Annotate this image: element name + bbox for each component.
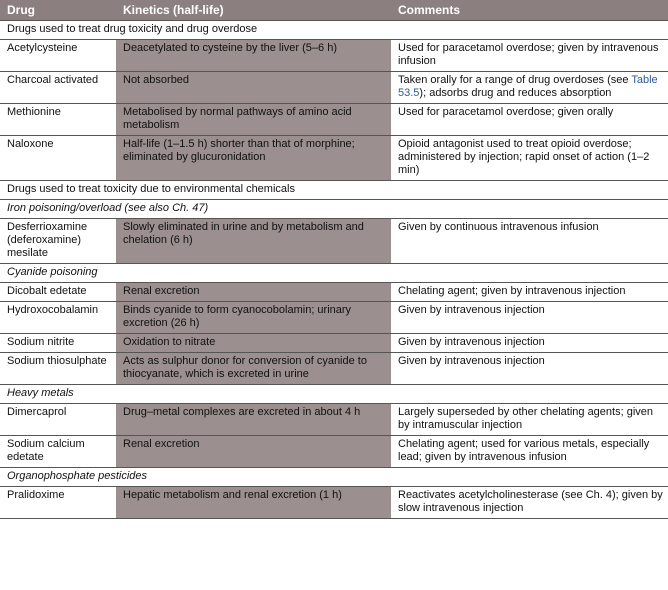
drug-cell: Pralidoxime <box>0 487 116 519</box>
drug-cell: Sodium thiosulphate <box>0 353 116 385</box>
kinetics-cell: Not absorbed <box>116 72 391 104</box>
kinetics-cell: Oxidation to nitrate <box>116 334 391 353</box>
drug-cell: Dicobalt edetate <box>0 283 116 302</box>
comments-cell: Used for paracetamol overdose; given orally <box>391 104 668 136</box>
comments-cell <box>391 72 668 104</box>
drug-cell: Charcoal activated <box>0 72 116 104</box>
drug-cell: Naloxone <box>0 136 116 181</box>
kinetics-cell: Half-life (1–1.5 h) shorter than that of morphine; eliminated by glucuronidation <box>116 136 391 181</box>
table-row <box>0 40 668 72</box>
section-title: Drugs used to treat drug toxicity and drug overdose <box>0 21 668 40</box>
drug-cell: Dimercaprol <box>0 404 116 436</box>
table-row <box>0 302 668 334</box>
comments-cell: Reactivates acetylcholinesterase (see Ch. 4); given by slow intravenous injection <box>391 487 668 519</box>
comments-text: ); adsorbs drug and reduces absorption <box>419 87 612 99</box>
table-row <box>0 404 668 436</box>
section-row <box>0 181 668 200</box>
subsection-row <box>0 468 668 487</box>
table-row <box>0 353 668 385</box>
kinetics-cell: Deacetylated to cysteine by the liver (5–6 h) <box>116 40 391 72</box>
comments-cell: Opioid antagonist used to treat opioid overdose; administered by injection; rapid onset of action (1–2 min) <box>391 136 668 181</box>
drug-cell: Hydroxocobalamin <box>0 302 116 334</box>
table-row <box>0 72 668 104</box>
table-row <box>0 436 668 468</box>
subsection-row <box>0 264 668 283</box>
subsection-title: Heavy metals <box>0 385 668 404</box>
comments-cell: Used for paracetamol overdose; given by intravenous infusion <box>391 40 668 72</box>
comments-cell: Given by intravenous injection <box>391 302 668 334</box>
section-row <box>0 21 668 40</box>
table-row <box>0 136 668 181</box>
table-reference-link[interactable]: Table 53.5 <box>398 74 658 99</box>
drug-cell: Desferrioxamine (deferoxamine) mesilate <box>0 219 116 264</box>
table-row <box>0 104 668 136</box>
table-row <box>0 334 668 353</box>
header-kinetics: Kinetics (half-life) <box>116 0 391 21</box>
subsection-title: Organophosphate pesticides <box>0 468 668 487</box>
kinetics-cell: Metabolised by normal pathways of amino acid metabolism <box>116 104 391 136</box>
drug-cell: Acetylcysteine <box>0 40 116 72</box>
kinetics-cell: Renal excretion <box>116 436 391 468</box>
header-row <box>0 0 668 21</box>
table-row <box>0 283 668 302</box>
comments-cell: Chelating agent; given by intravenous injection <box>391 283 668 302</box>
subsection-title: Iron poisoning/overload (see also Ch. 47) <box>0 200 668 219</box>
section-title: Drugs used to treat toxicity due to environmental chemicals <box>0 181 668 200</box>
kinetics-cell: Drug–metal complexes are excreted in about 4 h <box>116 404 391 436</box>
kinetics-cell: Acts as sulphur donor for conversion of cyanide to thiocyanate, which is excreted in urine <box>116 353 391 385</box>
comments-cell: Largely superseded by other chelating agents; given by intramuscular injection <box>391 404 668 436</box>
comments-cell: Given by continuous intravenous infusion <box>391 219 668 264</box>
drug-cell: Sodium nitrite <box>0 334 116 353</box>
kinetics-cell: Binds cyanide to form cyanocobolamin; urinary excretion (26 h) <box>116 302 391 334</box>
comments-text: Taken orally for a range of drug overdoses (see <box>398 74 632 86</box>
header-drug: Drug <box>0 0 116 21</box>
kinetics-cell: Hepatic metabolism and renal excretion (1 h) <box>116 487 391 519</box>
subsection-title: Cyanide poisoning <box>0 264 668 283</box>
subsection-row <box>0 385 668 404</box>
kinetics-cell: Renal excretion <box>116 283 391 302</box>
drug-cell: Methionine <box>0 104 116 136</box>
subsection-row <box>0 200 668 219</box>
header-comments: Comments <box>391 0 668 21</box>
table-row <box>0 219 668 264</box>
comments-cell: Chelating agent; used for various metals, especially lead; given by intravenous infusion <box>391 436 668 468</box>
comments-cell: Given by intravenous injection <box>391 334 668 353</box>
comments-cell: Given by intravenous injection <box>391 353 668 385</box>
kinetics-cell: Slowly eliminated in urine and by metabolism and chelation (6 h) <box>116 219 391 264</box>
table-row <box>0 487 668 519</box>
drug-cell: Sodium calcium edetate <box>0 436 116 468</box>
